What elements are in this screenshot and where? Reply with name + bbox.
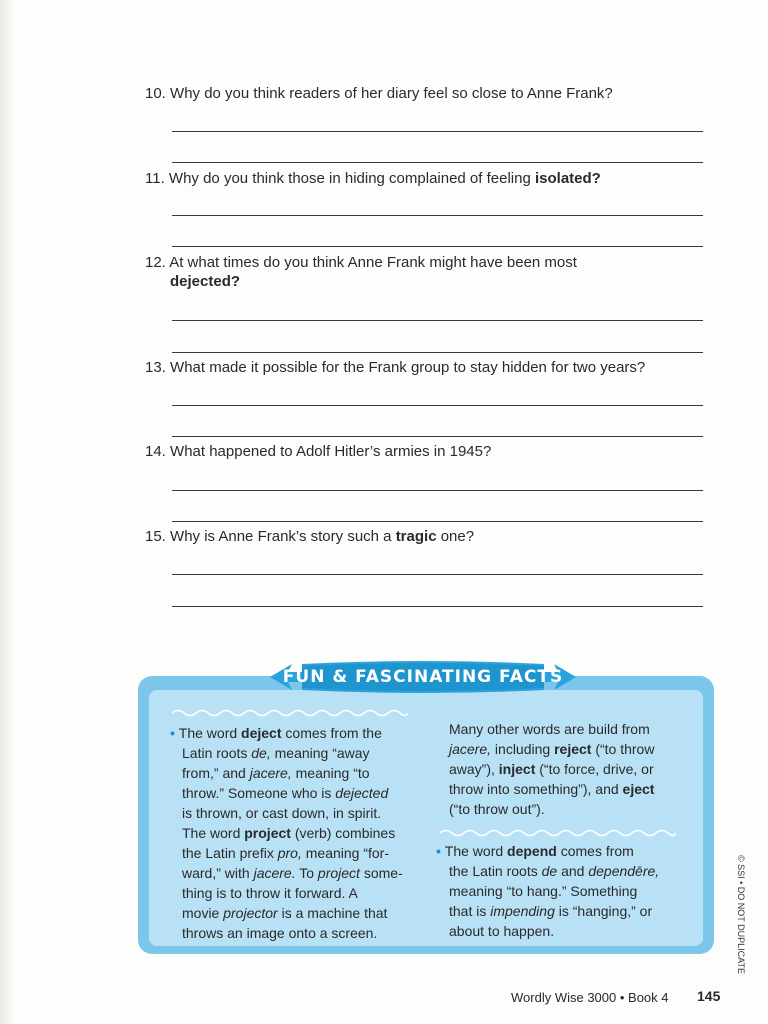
answer-line[interactable] (172, 352, 703, 353)
question-13: 13. What made it possible for the Frank group to stay hidden for two years? (145, 359, 646, 376)
fact-line (436, 901, 678, 921)
fact-line (449, 739, 679, 759)
fact-text: meaning “for- (301, 845, 390, 861)
fact-jacere-words (449, 719, 679, 819)
fact-line (436, 921, 678, 941)
fact-line (170, 883, 410, 903)
page-edge-shadow (0, 0, 14, 1024)
fact-text: de (541, 863, 558, 879)
fact-text: To (295, 865, 318, 881)
fact-text: deject (241, 725, 282, 741)
fact-text: Latin roots (182, 745, 252, 761)
fact-line (170, 743, 410, 763)
fact-line (449, 719, 679, 739)
fact-line (170, 783, 410, 803)
answer-line[interactable] (172, 162, 703, 163)
fact-text: is thrown, or cast down, in spirit. (182, 805, 382, 821)
fact-line (170, 723, 410, 743)
fact-line (170, 823, 410, 843)
fact-text: away”), (449, 761, 499, 777)
fact-line (170, 923, 410, 943)
fact-text: movie (182, 905, 224, 921)
question-14: 14. What happened to Adolf Hitler’s armies in 1945? (145, 443, 492, 460)
answer-line[interactable] (172, 405, 703, 406)
fact-line (170, 843, 410, 863)
facts-banner-title: FUN & FASCINATING FACTS (282, 667, 564, 687)
answer-line[interactable] (172, 131, 703, 132)
answer-line[interactable] (172, 521, 703, 522)
fact-text: that is (449, 903, 491, 919)
fact-text: de, (251, 745, 271, 761)
answer-line[interactable] (172, 436, 703, 437)
fact-text: meaning “to hang.” Something (449, 883, 638, 899)
fact-text: project (317, 865, 360, 881)
fact-text: (“to force, drive, or (535, 761, 654, 777)
fact-text: jacere. (253, 865, 296, 881)
answer-line[interactable] (172, 246, 703, 247)
fact-depend (436, 841, 678, 941)
wavy-divider (172, 708, 408, 718)
fact-text: is a machine that (277, 905, 388, 921)
fact-text: throw.” Someone who is (182, 785, 336, 801)
footer-book-title: Wordly Wise 3000 • Book 4 (511, 990, 669, 1005)
fact-text: The word (182, 825, 245, 841)
fact-text: comes from the (281, 725, 382, 741)
fact-line (449, 779, 679, 799)
answer-line[interactable] (172, 606, 703, 607)
fact-text: ward,” with (182, 865, 254, 881)
wavy-divider (440, 828, 676, 838)
fact-line (436, 841, 678, 861)
fact-text: eject (622, 781, 655, 797)
fact-text: throw into something”), and (449, 781, 623, 797)
fact-text: thing is to throw it forward. A (182, 885, 358, 901)
fact-text: (“to throw (591, 741, 655, 757)
fact-text: the Latin prefix (182, 845, 278, 861)
fact-line (170, 763, 410, 783)
fact-deject (170, 723, 410, 943)
question-11: 11. Why do you think those in hiding complained of feeling isolated? (145, 170, 601, 187)
fact-text: (“to throw out”). (449, 801, 545, 817)
fact-text: dejected (335, 785, 389, 801)
fact-text: The word (444, 843, 508, 859)
fact-text: throws an image onto a screen. (182, 925, 378, 941)
fact-text: inject (498, 761, 536, 777)
fact-text: impending (490, 903, 555, 919)
fact-text: pro, (277, 845, 302, 861)
fact-line (449, 759, 679, 779)
fact-text: jacere, (449, 741, 492, 757)
question-15: 15. Why is Anne Frank’s story such a tragic one? (145, 528, 475, 545)
answer-line[interactable] (172, 574, 703, 575)
fact-text: jacere, (249, 765, 292, 781)
fact-text: about to happen. (449, 923, 555, 939)
fact-text: Many other words are build from (449, 721, 650, 737)
fact-text: reject (554, 741, 592, 757)
bullet-icon: • (170, 725, 179, 741)
fact-text: (verb) combines (290, 825, 396, 841)
fact-text: projector (223, 905, 278, 921)
fact-text: including (491, 741, 555, 757)
fact-line (436, 881, 678, 901)
fact-text: the Latin roots (449, 863, 542, 879)
fact-text: meaning “to (291, 765, 370, 781)
fact-line (449, 799, 679, 819)
fact-text: dependēre, (588, 863, 660, 879)
fact-text: is “hanging,” or (554, 903, 653, 919)
copyright-side-note: © SSI • DO NOT DUPLICATE (736, 855, 746, 974)
fact-text: and (557, 863, 589, 879)
fact-line (170, 803, 410, 823)
fact-line (436, 861, 678, 881)
page-number: 145 (697, 988, 721, 1004)
fact-line (170, 903, 410, 923)
fact-text: from,” and (182, 765, 250, 781)
question-12: 12. At what times do you think Anne Frank might have been most dejected? (145, 254, 577, 290)
answer-line[interactable] (172, 320, 703, 321)
question-10: 10. Why do you think readers of her diary feel so close to Anne Frank? (145, 85, 613, 102)
answer-line[interactable] (172, 215, 703, 216)
answer-line[interactable] (172, 490, 703, 491)
bullet-icon: • (436, 843, 445, 859)
fact-text: project (244, 825, 291, 841)
fact-text: some- (359, 865, 403, 881)
fact-text: depend (507, 843, 557, 859)
fact-text: comes from (556, 843, 634, 859)
fact-text: meaning “away (270, 745, 370, 761)
fact-line (170, 863, 410, 883)
fact-text: The word (178, 725, 242, 741)
